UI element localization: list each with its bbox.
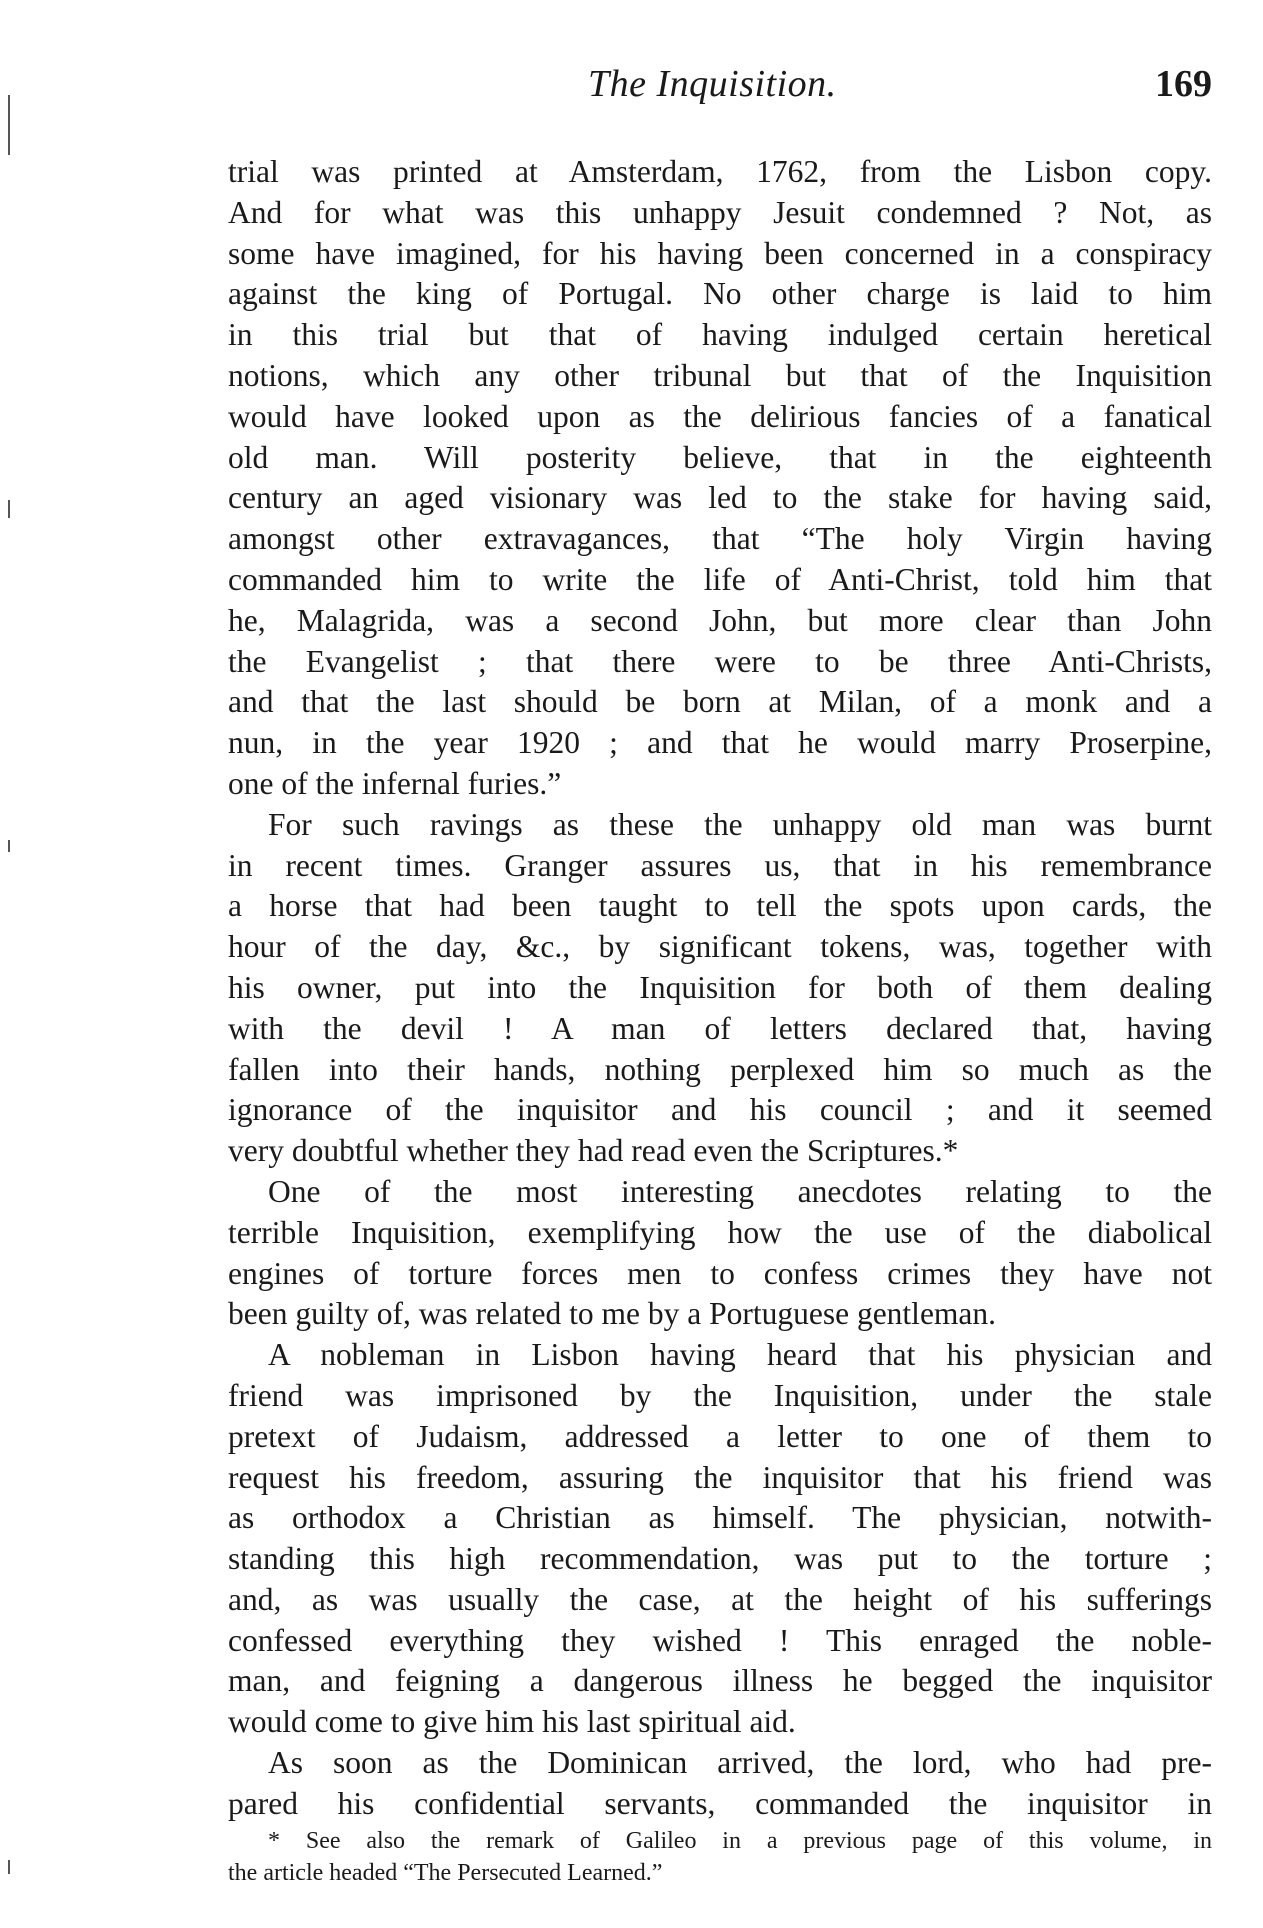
text-line: hour of the day, &c., by significant tokens, was, together with <box>228 929 1212 965</box>
footnote-line: * See also the remark of Galileo in a previous page of this volume, in <box>268 1828 1212 1854</box>
text-line: notions, which any other tribunal but that of the Inquisition <box>228 357 1212 393</box>
text-line: standing this high recommendation, was put to the torture ; <box>228 1541 1212 1577</box>
paragraph <box>228 1172 1212 1335</box>
text-line: in this trial but that of having indulged certain heretical <box>228 317 1212 353</box>
text-line: a horse that had been taught to tell the spots upon cards, the <box>228 888 1212 924</box>
text-line: confessed everything they wished ! This enraged the noble- <box>228 1622 1212 1658</box>
text-line: One of the most interesting anecdotes relating to the <box>268 1173 1212 1209</box>
text-line: one of the infernal furies.” <box>228 765 562 801</box>
text-line: he, Malagrida, was a second John, but more clear than John <box>228 602 1212 638</box>
text-line: as orthodox a Christian as himself. The physician, notwith- <box>228 1500 1212 1536</box>
text-line: friend was imprisoned by the Inquisition, under the stale <box>228 1377 1212 1413</box>
running-title: The Inquisition. <box>588 63 837 105</box>
body-text <box>228 152 1212 1825</box>
scan-edge-mark <box>8 1860 10 1874</box>
text-line: pared his confidential servants, commanded the inquisitor in <box>228 1785 1212 1821</box>
text-line: against the king of Portugal. No other charge is laid to him <box>228 276 1212 312</box>
text-line: commanded him to write the life of Anti-Christ, told him that <box>228 561 1212 597</box>
text-line: his owner, put into the Inquisition for both of them dealing <box>228 969 1212 1005</box>
text-line: trial was printed at Amsterdam, 1762, from the Lisbon copy. <box>228 154 1212 189</box>
text-line: request his freedom, assuring the inquisitor that his friend was <box>228 1459 1212 1495</box>
text-line: terrible Inquisition, exemplifying how the use of the diabolical <box>228 1214 1212 1250</box>
footnote <box>228 1825 1212 1889</box>
text-line: been guilty of, was related to me by a Portuguese gentleman. <box>228 1296 997 1332</box>
text-line: As soon as the Dominican arrived, the lord, who had pre- <box>268 1745 1212 1781</box>
text-line: For such ravings as these the unhappy old man was burnt <box>268 806 1212 842</box>
footnote-line: the article headed “The Persecuted Learned.” <box>228 1860 663 1886</box>
text-line: and, as was usually the case, at the height of his sufferings <box>228 1581 1212 1617</box>
text-line: and that the last should be born at Milan, of a monk and a <box>228 684 1212 720</box>
scan-edge-mark <box>8 500 10 518</box>
text-line: And for what was this unhappy Jesuit condemned ? Not, as <box>228 194 1212 230</box>
text-line: very doubtful whether they had read even the Scriptures.* <box>228 1133 959 1169</box>
paragraph <box>228 805 1212 1172</box>
text-line: fallen into their hands, nothing perplexed him so much as the <box>228 1051 1212 1087</box>
text-line: A nobleman in Lisbon having heard that his physician and <box>268 1337 1212 1373</box>
scan-edge-mark <box>8 95 10 155</box>
text-line: some have imagined, for his having been concerned in a conspiracy <box>228 235 1212 271</box>
text-line: would have looked upon as the delirious fancies of a fanatical <box>228 398 1212 434</box>
text-line: nun, in the year 1920 ; and that he would marry Proserpine, <box>228 725 1212 761</box>
scan-edge-mark <box>8 840 10 852</box>
paragraph <box>228 152 1212 805</box>
text-line: ignorance of the inquisitor and his council ; and it seemed <box>228 1092 1212 1128</box>
text-line: in recent times. Granger assures us, that in his remembrance <box>228 847 1212 883</box>
paragraph <box>228 1743 1212 1825</box>
text-line: amongst other extravagances, that “The holy Virgin having <box>228 521 1212 557</box>
text-line: pretext of Judaism, addressed a letter to one of them to <box>228 1418 1212 1454</box>
text-line: engines of torture forces men to confess crimes they have not <box>228 1255 1212 1291</box>
text-line: would come to give him his last spiritual aid. <box>228 1704 796 1740</box>
paragraph <box>228 1335 1212 1743</box>
text-line: century an aged visionary was led to the stake for having said, <box>228 480 1212 516</box>
page-header <box>228 62 1212 112</box>
text-line: with the devil ! A man of letters declared that, having <box>228 1010 1212 1046</box>
text-line: old man. Will posterity believe, that in the eighteenth <box>228 439 1212 475</box>
text-line: the Evangelist ; that there were to be three Anti-Christs, <box>228 643 1212 679</box>
page-number: 169 <box>1155 63 1212 105</box>
text-line: man, and feigning a dangerous illness he begged the inquisitor <box>228 1663 1212 1699</box>
